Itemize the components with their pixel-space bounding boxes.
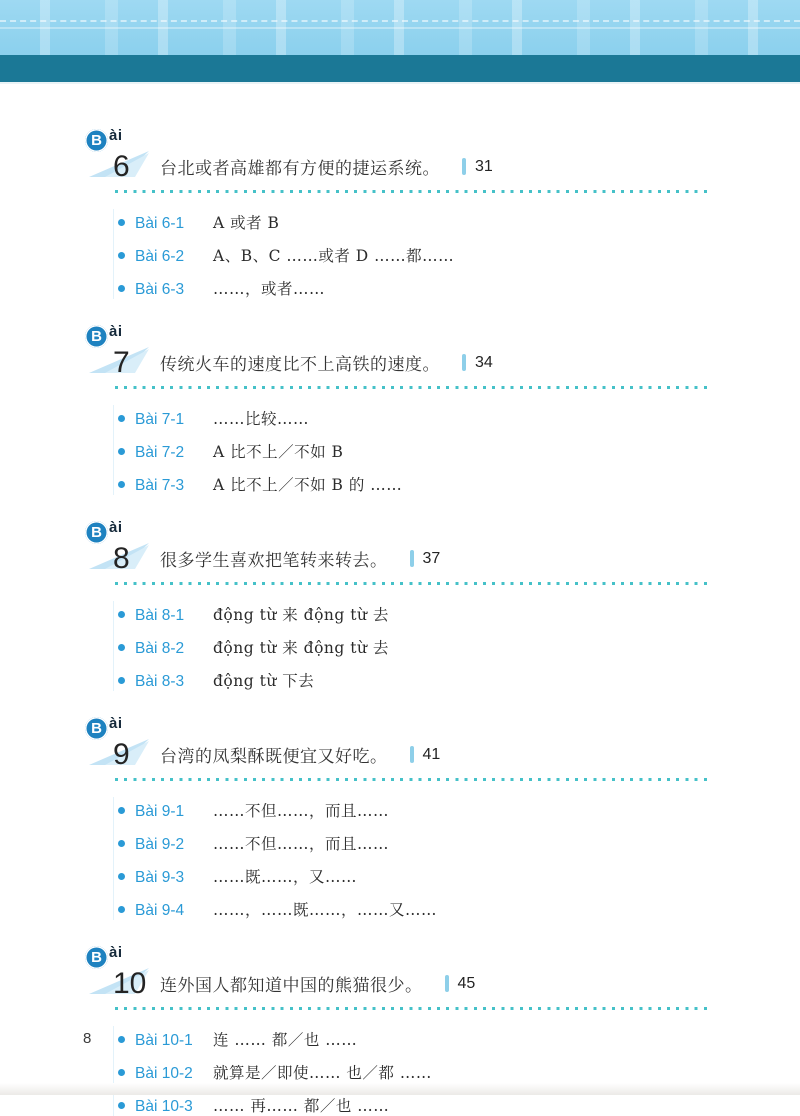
- pattern-item-text: A 比不上／不如 B: [213, 443, 344, 461]
- pattern-item-text: ……既……，又……: [213, 868, 358, 886]
- bullet-dot-icon: [118, 219, 125, 226]
- pattern-item-text: A、B、C ……或者 D ……都……: [213, 247, 455, 265]
- bullet-dot-icon: [118, 840, 125, 847]
- bai-badge: [85, 129, 800, 155]
- bullet-dot-icon: [118, 1102, 125, 1109]
- pattern-item: [114, 1061, 800, 1083]
- dotted-separator: [115, 778, 712, 781]
- pattern-item-text: 就算是／即使…… 也／都 ……: [213, 1064, 432, 1082]
- pattern-item: [114, 407, 800, 429]
- lesson-page-ref: [410, 746, 441, 764]
- pattern-item: [114, 669, 800, 691]
- toc-lessons: [0, 84, 800, 1116]
- pattern-item-label[interactable]: Bài 9-2: [135, 836, 185, 853]
- pattern-item-text: động từ 来 động từ 去: [213, 639, 389, 657]
- pattern-item-label[interactable]: Bài 10-1: [135, 1032, 193, 1049]
- bullet-dot-icon: [118, 611, 125, 618]
- pattern-list: [113, 1026, 800, 1116]
- pattern-item: [114, 865, 800, 887]
- bai-badge: [85, 946, 800, 972]
- page-ref-number[interactable]: 45: [457, 974, 476, 992]
- lesson-page-ref: [462, 158, 493, 176]
- pattern-item-label[interactable]: Bài 9-3: [135, 869, 185, 886]
- pattern-item-label[interactable]: Bài 8-2: [135, 640, 185, 657]
- page-ref-bar-icon: [462, 158, 466, 175]
- pattern-item-text: 连 …… 都／也 ……: [213, 1031, 358, 1049]
- lesson-page-ref: [410, 550, 441, 568]
- lesson-title[interactable]: 台北或者高雄都有方便的捷运系统。: [160, 159, 440, 179]
- page-ref-number[interactable]: 41: [422, 745, 441, 763]
- pattern-item: [114, 440, 800, 462]
- pattern-item-label[interactable]: Bài 6-2: [135, 248, 185, 265]
- bullet-dot-icon: [118, 252, 125, 259]
- pattern-list: [113, 601, 800, 691]
- bullet-dot-icon: [118, 644, 125, 651]
- lesson-title[interactable]: 台湾的凤梨酥既便宜又好吃。: [160, 747, 388, 767]
- bai-badge: [85, 325, 800, 351]
- header-teal-band: [0, 55, 800, 84]
- pattern-item: [114, 799, 800, 821]
- pattern-item-label[interactable]: Bài 7-2: [135, 444, 185, 461]
- page-ref-bar-icon: [445, 975, 449, 992]
- pattern-item-label[interactable]: Bài 7-3: [135, 477, 185, 494]
- pattern-item: [114, 1094, 800, 1116]
- lesson-number: 7: [113, 345, 130, 379]
- dotted-separator: [115, 1007, 712, 1010]
- lesson-entry: [85, 325, 800, 495]
- pattern-item-text: ……不但……，而且……: [213, 835, 390, 853]
- lesson-entry: [85, 129, 800, 299]
- pattern-item-text: A 比不上／不如 B 的 ……: [213, 476, 403, 494]
- pattern-item-label[interactable]: Bài 6-1: [135, 215, 185, 232]
- pattern-list: [113, 797, 800, 920]
- page-ref-number[interactable]: 37: [422, 549, 441, 567]
- pattern-item-text: ……比较……: [213, 410, 310, 428]
- lesson-entry: [85, 717, 800, 920]
- pattern-item: [114, 473, 800, 495]
- bullet-dot-icon: [118, 873, 125, 880]
- pattern-list: [113, 405, 800, 495]
- pattern-item-label[interactable]: Bài 9-4: [135, 902, 185, 919]
- bai-badge: [85, 521, 800, 547]
- lesson-title[interactable]: 很多学生喜欢把笔转来转去。: [160, 551, 388, 571]
- bai-badge-circle-icon: B: [85, 521, 108, 544]
- pattern-item-text: động từ 下去: [213, 672, 315, 690]
- pattern-item-label[interactable]: Bài 8-3: [135, 673, 185, 690]
- bullet-dot-icon: [118, 677, 125, 684]
- page-number: 8: [83, 1030, 92, 1047]
- pattern-item: [114, 636, 800, 658]
- pattern-list: [113, 209, 800, 299]
- pattern-item: [114, 211, 800, 233]
- bai-badge-circle-icon: B: [85, 325, 108, 348]
- bullet-dot-icon: [118, 448, 125, 455]
- bai-badge-circle-icon: B: [85, 717, 108, 740]
- pattern-item-text: ……，或者……: [213, 280, 326, 298]
- pattern-item: [114, 244, 800, 266]
- bai-badge-label: ài: [109, 944, 123, 961]
- bai-badge-circle-icon: B: [85, 946, 108, 969]
- pattern-item-label[interactable]: Bài 10-2: [135, 1065, 193, 1082]
- pattern-item-label[interactable]: Bài 9-1: [135, 803, 185, 820]
- bai-badge-label: ài: [109, 127, 123, 144]
- lesson-page-ref: [445, 975, 476, 993]
- bai-badge-label: ài: [109, 323, 123, 340]
- dotted-separator: [115, 386, 712, 389]
- pattern-item-text: ……，……既……，……又……: [213, 901, 438, 919]
- pattern-item-text: ……不但……，而且……: [213, 802, 390, 820]
- bai-badge-label: ài: [109, 715, 123, 732]
- bullet-dot-icon: [118, 807, 125, 814]
- lesson-number: 10: [113, 966, 147, 1000]
- bai-badge-circle-icon: B: [85, 129, 108, 152]
- bullet-dot-icon: [118, 481, 125, 488]
- dotted-separator: [115, 190, 712, 193]
- page-ref-number[interactable]: 34: [475, 353, 493, 371]
- lesson-number: 8: [113, 541, 130, 575]
- pattern-item-text: …… 再…… 都／也 ……: [213, 1097, 390, 1115]
- pattern-item-text: động từ 来 động từ 去: [213, 606, 389, 624]
- page-ref-bar-icon: [410, 550, 414, 567]
- bai-badge-label: ài: [109, 519, 123, 536]
- page-ref-bar-icon: [462, 354, 466, 371]
- bullet-dot-icon: [118, 415, 125, 422]
- header-decor-band: [0, 0, 800, 55]
- pattern-item-label[interactable]: Bài 10-3: [135, 1098, 193, 1115]
- lesson-number: 6: [113, 149, 130, 183]
- pattern-item: [114, 898, 800, 920]
- bullet-dot-icon: [118, 1069, 125, 1076]
- pattern-item-label[interactable]: Bài 6-3: [135, 281, 185, 298]
- page-bottom-edge: [0, 1083, 800, 1095]
- bullet-dot-icon: [118, 1036, 125, 1043]
- bullet-dot-icon: [118, 906, 125, 913]
- pattern-item: [114, 832, 800, 854]
- pattern-item-label[interactable]: Bài 7-1: [135, 411, 185, 428]
- lesson-entry: [85, 521, 800, 691]
- page-ref-number[interactable]: 31: [475, 157, 493, 175]
- page-ref-bar-icon: [410, 746, 414, 763]
- lesson-title[interactable]: 连外国人都知道中国的熊猫很少。: [160, 976, 423, 996]
- dotted-separator: [115, 582, 712, 585]
- bai-badge: [85, 717, 800, 743]
- pattern-item: [114, 603, 800, 625]
- pattern-item: [114, 277, 800, 299]
- pattern-item: [114, 1028, 800, 1050]
- pattern-item-text: A 或者 B: [213, 214, 280, 232]
- bullet-dot-icon: [118, 285, 125, 292]
- lesson-page-ref: [462, 354, 493, 372]
- lesson-title[interactable]: 传统火车的速度比不上高铁的速度。: [160, 355, 440, 375]
- pattern-item-label[interactable]: Bài 8-1: [135, 607, 185, 624]
- lesson-number: 9: [113, 737, 130, 771]
